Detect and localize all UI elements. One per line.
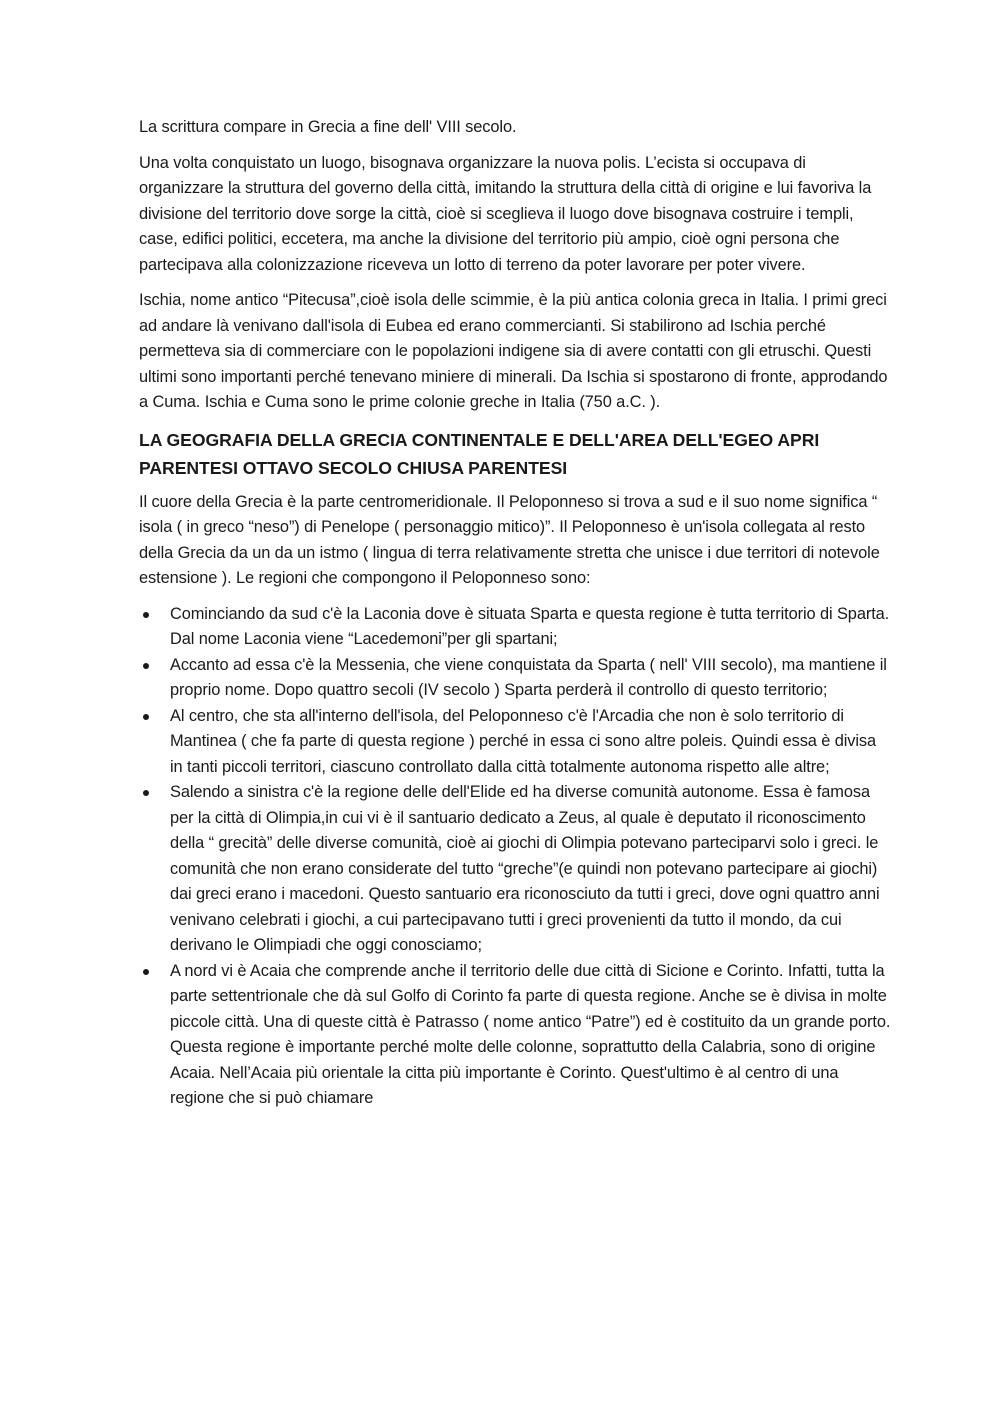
- list-item-text: Cominciando da sud c'è la Laconia dove è situata Sparta e questa regione è tutta territorio di Sparta. Dal nome Laconia viene “Lacedemoni”per gli spartani;: [170, 604, 890, 648]
- bullet-icon: [143, 663, 149, 669]
- paragraph-ecista: Una volta conquistato un luogo, bisognava organizzare la nuova polis. L’ecista si occupava di organizzare la struttura del governo della città, imitando la struttura della città di origine e lui favoriva la divisione del territorio dove sorge la città, cioè si sceglieva il luogo dove bisognava costruire i templi, case, edifici politici, eccetera, ma anche la divisione del territorio più ampio, cioè ogni persona che partecipava alla colonizzazione riceveva un lotto di terreno da poter lavorare per poter vivere.: [139, 153, 872, 274]
- list-item-text: A nord vi è Acaia che comprende anche il territorio delle due città di Sicione e Corinto. Infatti, tutta la parte settentrionale che dà sul Golfo di Corinto fa parte di questa regione. Anche se è divisa in molte piccole città. Una di queste città è Patrasso ( nome antico “Patre”) ed è costituito da un grande porto. Questa regione è importante perché molte delle colonne, soprattutto della Calabria, sono di origine Acaia. Nell’Acaia più orientale la citta più importante è Corinto. Quest'ultimo è al centro di una regione che si può chiamare: [170, 961, 891, 1107]
- list-item-text: Salendo a sinistra c'è la regione delle dell'Elide ed ha diverse comunità autonome. Essa è famosa per la città di Olimpia,in cui vi è il santuario dedicato a Zeus, al quale è deputato il riconoscimento della “ grecità” delle diverse comunità, cioè ai giochi di Olimpia potevano parteciparvi solo i greci. le comunità che non erano considerate del tutto “greche”(e quindi non potevano partecipare ai giochi) dai greci erano i macedoni. Questo santuario era riconosciuto da tutti i greci, dove ogni quattro anni venivano celebrati i giochi, a cui partecipavano tutti i greci provenienti da tutto il mondo, da cui derivano le Olimpiadi che oggi conosciamo;: [170, 783, 880, 954]
- list-item-acaia: [139, 959, 892, 1112]
- bullet-icon: [143, 714, 149, 720]
- list-item-arcadia: [139, 704, 892, 781]
- bullet-icon: [143, 969, 149, 975]
- paragraph-ischia: Ischia, nome antico “Pitecusa”,cioè isola delle scimmie, è la più antica colonia greca in Italia. I primi greci ad andare là venivano dall'isola di Eubea ed erano commercianti. Si stabilirono ad Ischia perché permetteva sia di commerciare con le popolazioni indigene sia di avere contatti con gli etruschi. Questi ultimi sono importanti perché tenevano miniere di minerali. Da Ischia si spostarono di fronte, approdando a Cuma. Ischia e Cuma sono le prime colonie greche in Italia (750 a.C. ).: [139, 291, 888, 411]
- section-heading-geografia: LA GEOGRAFIA DELLA GRECIA CONTINENTALE E DELL'AREA DELL'EGEO APRI PARENTESI OTTAVO SECOLO CHIUSA PARENTESI: [139, 429, 820, 478]
- bullet-icon: [143, 612, 149, 618]
- list-item-laconia: [139, 602, 892, 653]
- list-item-text: Al centro, che sta all'interno dell'isola, del Peloponneso c'è l'Arcadia che non è solo territorio di Mantinea ( che fa parte di questa regione ) perché in essa ci sono altre poleis. Quindi essa è divisa in tanti piccoli territori, ciascuno controllato dalla città totalmente autonoma rispetto alle altre;: [170, 706, 877, 776]
- list-item-elide: [139, 780, 892, 959]
- paragraph-writing-intro: La scrittura compare in Grecia a fine dell' VIII secolo.: [139, 118, 517, 136]
- paragraph-peloponneso: Il cuore della Grecia è la parte centromeridionale. Il Peloponneso si trova a sud e il suo nome significa “ isola ( in greco “neso”) di Penelope ( personaggio mitico)”. Il Peloponneso è un'isola collegata al resto della Grecia da un da un istmo ( lingua di terra relativamente stretta che unisce i due territori di notevole estensione ). Le regioni che compongono il Peloponneso sono:: [139, 492, 880, 587]
- bullet-icon: [143, 790, 149, 796]
- regions-list: [139, 602, 892, 1112]
- list-item-messenia: [139, 653, 892, 704]
- list-item-text: Accanto ad essa c'è la Messenia, che viene conquistata da Sparta ( nell' VIII secolo), ma mantiene il proprio nome. Dopo quattro secoli (IV secolo ) Sparta perderà il controllo di questo territorio;: [170, 655, 887, 699]
